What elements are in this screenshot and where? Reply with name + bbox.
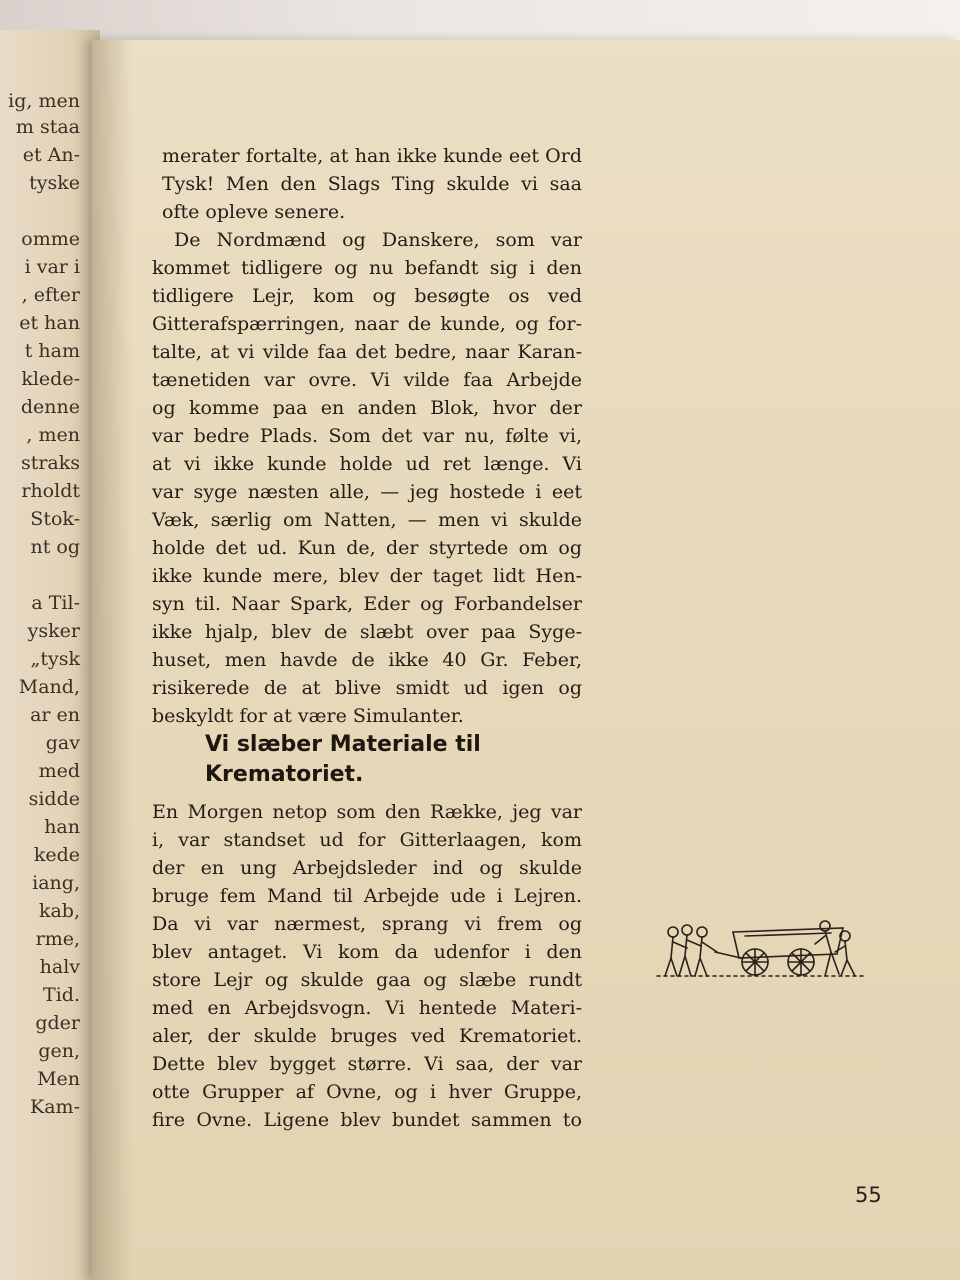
left-page-line: kab, [38, 900, 80, 922]
left-page-line: Men [37, 1068, 80, 1090]
text-line: holde det ud. Kun de, der styrtede om og [152, 537, 582, 559]
text-line: huset, men havde de ikke 40 Gr. Feber, [152, 649, 582, 671]
text-line: tænetiden var ovre. Vi vilde faa Arbejde [152, 369, 582, 391]
left-page-line: nt og [30, 536, 80, 558]
men-pulling-cart-drawing [655, 918, 875, 988]
left-page-line: med [38, 760, 80, 782]
text-line: Gitterafspærringen, naar de kunde, og for- [152, 313, 582, 335]
left-page-line: i var i [24, 256, 80, 278]
text-line: der en ung Arbejdsleder ind og skulde [152, 857, 582, 879]
paragraph-1 [152, 142, 582, 226]
text-line: at vi ikke kunde holde ud ret længe. Vi [152, 453, 582, 475]
text-line: var bedre Plads. Som det var nu, følte vi, [152, 425, 582, 447]
text-line: ofte opleve senere. [162, 201, 346, 223]
left-page-line: ysker [27, 620, 80, 642]
text-line: med en Arbejdsvogn. Vi hentede Materi- [152, 997, 582, 1019]
left-page-line: et An- [22, 144, 80, 166]
text-line: i, var standset ud for Gitterlaagen, kom [152, 829, 582, 851]
text-line: De Nordmænd og Danskere, som var [174, 229, 582, 251]
left-page-line: , men [26, 424, 80, 446]
left-page-line: denne [20, 396, 80, 418]
text-line: blev antaget. Vi kom da udenfor i den [152, 941, 582, 963]
left-page-line: m staa [15, 116, 80, 138]
left-page-line: Kam- [30, 1096, 80, 1118]
text-line: bruge fem Mand til Arbejde ude i Lejren. [152, 885, 582, 907]
text-line: Tysk! Men den Slags Ting skulde vi saa [162, 173, 582, 195]
text-line: syn til. Naar Spark, Eder og Forbandelser [152, 593, 582, 615]
left-page-line: et han [19, 312, 80, 334]
heading-line: Krematoriet. [205, 762, 364, 787]
left-page-line: straks [20, 452, 80, 474]
text-line: En Morgen netop som den Række, jeg var [152, 801, 582, 823]
text-line: ikke hjalp, blev de slæbt over paa Syge- [152, 621, 582, 643]
text-line: kommet tidligere og nu befandt sig i den [152, 257, 582, 279]
text-line: aler, der skulde bruges ved Krematoriet. [152, 1025, 582, 1047]
left-page-line: kede [33, 844, 80, 866]
left-page-line: rholdt [21, 480, 80, 502]
left-page-edge [0, 30, 100, 1280]
text-line: Da vi var nærmest, sprang vi frem og [152, 913, 582, 935]
left-page-line: Mand, [18, 676, 80, 698]
text-line: tidligere Lejr, kom og besøgte os ved [152, 285, 582, 307]
text-line: otte Grupper af Ovne, og i hver Gruppe, [152, 1081, 582, 1103]
left-page-line: ar en [30, 704, 80, 726]
text-line: Væk, særlig om Natten, — men vi skulde [152, 509, 582, 531]
left-page-line: , efter [21, 284, 80, 306]
text-line: ikke kunde mere, blev der taget lidt Hen- [152, 565, 582, 587]
text-line: merater fortalte, at han ikke kunde eet Ord [162, 145, 582, 167]
left-page-line: t ham [24, 340, 80, 362]
left-page-line: halv [39, 956, 80, 978]
left-page-line: „tysk [30, 648, 80, 670]
text-line: talte, at vi vilde faa det bedre, naar Karan- [152, 341, 582, 363]
paragraph-3 [152, 798, 582, 1134]
left-page-line: rme, [35, 928, 80, 950]
text-line: beskyldt for at være Simulanter. [152, 705, 464, 727]
left-page-line: iang, [32, 872, 80, 894]
left-page-line: a Til- [31, 592, 80, 614]
text-line: og komme paa en anden Blok, hvor der [152, 397, 582, 419]
left-page-line: klede- [21, 368, 80, 390]
left-page-line: Tid. [43, 984, 80, 1006]
left-page-line: han [44, 816, 80, 838]
left-page-line: gder [35, 1012, 80, 1034]
left-page-line: gav [45, 732, 80, 754]
left-page-line: gen, [38, 1040, 80, 1062]
heading-line: Vi slæber Materiale til [205, 732, 481, 757]
text-line: var syge næsten alle, — jeg hostede i eet [152, 481, 582, 503]
left-page-line: tyske [29, 172, 80, 194]
left-page-line: ig, men [8, 90, 80, 112]
text-line: risikerede de at blive smidt ud igen og [152, 677, 582, 699]
text-line: Dette blev bygget større. Vi saa, der var [152, 1053, 582, 1075]
left-page-line: sidde [28, 788, 80, 810]
text-line: store Lejr og skulde gaa og slæbe rundt [152, 969, 582, 991]
page-number: 55 [855, 1183, 882, 1207]
left-page-line: Stok- [30, 508, 80, 530]
left-page-line: omme [21, 228, 80, 250]
section-heading [205, 730, 585, 790]
text-line: fire Ovne. Ligene blev bundet sammen to [152, 1109, 582, 1131]
paragraph-2 [152, 226, 582, 730]
gutter-shadow [92, 40, 132, 1280]
